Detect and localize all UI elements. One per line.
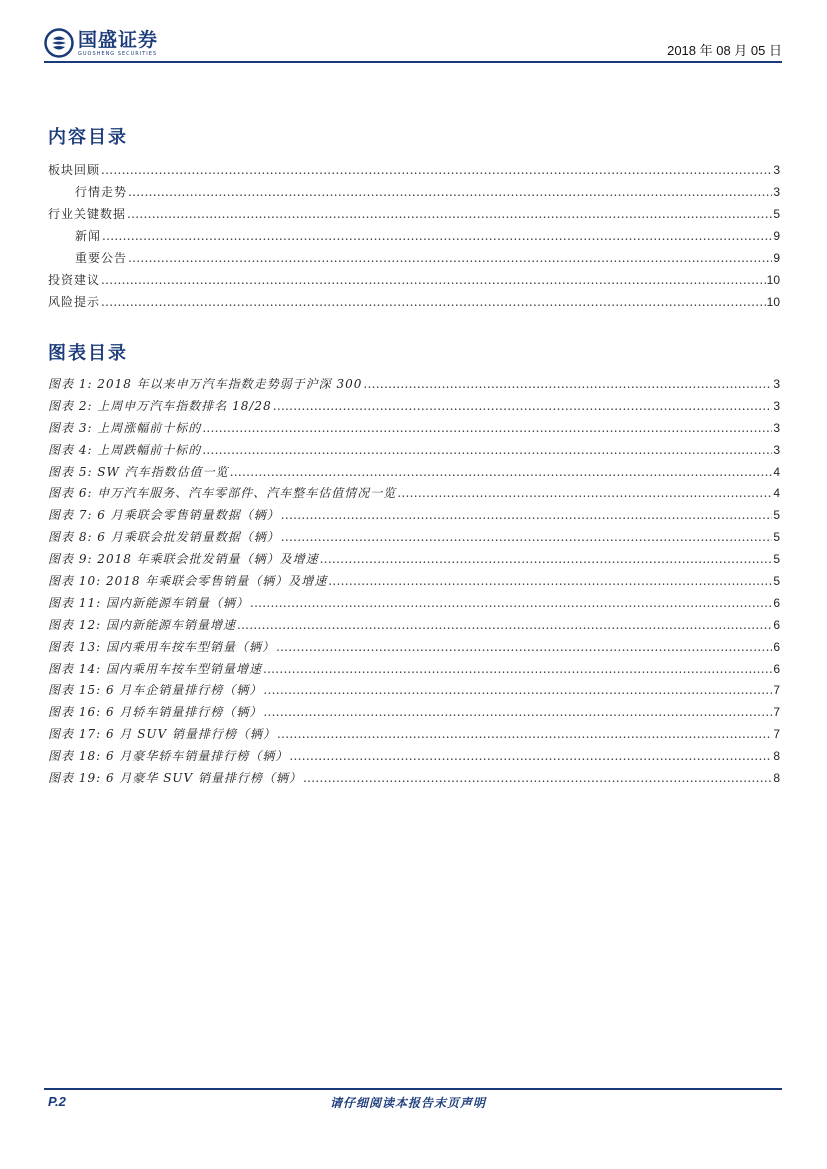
dot-leader — [303, 768, 772, 790]
figures-list — [48, 374, 780, 790]
dot-leader — [273, 396, 773, 418]
figure-entry-page: 5 — [773, 508, 780, 523]
figure-entry-label: 图表 2: 上周申万汽车指数排名 18/28 — [48, 398, 272, 413]
dot-leader — [263, 702, 772, 724]
contents-title: 内容目录 — [48, 127, 128, 148]
figure-entry[interactable] — [48, 483, 780, 505]
dot-leader — [202, 418, 772, 440]
figure-entry[interactable] — [48, 746, 780, 768]
figure-entry[interactable] — [48, 571, 780, 593]
company-name-en: GUOSHENG SECURITIES — [78, 50, 158, 57]
toc-entry[interactable] — [48, 181, 780, 203]
report-date: 2018 年 08 月 05 日 — [667, 43, 782, 58]
figure-entry-page: 3 — [773, 420, 780, 435]
figure-entry-page: 7 — [773, 727, 780, 742]
figure-entry[interactable] — [48, 396, 780, 418]
dot-leader — [101, 159, 772, 181]
figure-entry-label: 图表 12: 国内新能源车销量增速 — [48, 617, 236, 632]
figure-entry[interactable] — [48, 505, 780, 527]
toc-entry-label: 板块回顾 — [48, 163, 101, 177]
figure-entry-label: 图表 6: 申万汽车服务、汽车零部件、汽车整车估值情况一览 — [48, 486, 397, 501]
page-number: P.2 — [48, 1094, 66, 1109]
toc-entry-page: 10 — [766, 273, 780, 287]
page-header — [44, 24, 782, 62]
toc-entry[interactable] — [48, 291, 780, 313]
figure-entry-label: 图表 10: 2018 年乘联会零售销量（辆）及增速 — [48, 574, 328, 589]
footer-divider — [44, 1088, 782, 1090]
dot-leader — [363, 374, 772, 396]
figure-entry-page: 5 — [773, 530, 780, 545]
company-logo-icon — [44, 28, 74, 58]
company-name-cn: 国盛证券 — [78, 28, 159, 51]
figure-entry-page: 6 — [773, 639, 780, 654]
dot-leader — [250, 593, 772, 615]
toc-entry-label: 投资建议 — [48, 273, 101, 287]
dot-leader — [263, 659, 772, 681]
figure-entry[interactable] — [48, 374, 780, 396]
figure-entry[interactable] — [48, 615, 780, 637]
dot-leader — [230, 462, 773, 484]
figure-entry-page: 3 — [773, 398, 780, 413]
figure-entry-page: 4 — [773, 464, 780, 479]
dot-leader — [281, 505, 773, 527]
figure-entry-page: 7 — [773, 705, 780, 720]
figure-entry-label: 图表 1: 2018 年以来申万汽车指数走势弱于沪深 300 — [48, 377, 363, 391]
figure-entry[interactable] — [48, 418, 780, 440]
dot-leader — [281, 527, 773, 549]
toc-entry-page: 9 — [773, 229, 780, 243]
dot-leader — [127, 203, 772, 225]
toc-entry-page: 10 — [766, 295, 780, 309]
figure-entry-page: 6 — [773, 617, 780, 632]
figure-entry[interactable] — [48, 462, 780, 484]
toc-entry-label: 重要公告 — [75, 251, 128, 265]
figure-entry[interactable] — [48, 593, 780, 615]
header-divider — [44, 61, 782, 63]
figure-entry-label: 图表 13: 国内乘用车按车型销量（辆） — [48, 639, 275, 654]
figure-entry-label: 图表 18: 6 月豪华轿车销量排行榜（辆） — [48, 749, 289, 764]
toc-entry-page: 9 — [773, 251, 780, 265]
toc-entry-page: 3 — [773, 185, 780, 199]
contents-list — [48, 159, 780, 313]
figure-entry-page: 3 — [773, 442, 780, 457]
figure-entry[interactable] — [48, 702, 780, 724]
dot-leader — [397, 483, 772, 505]
figure-entry[interactable] — [48, 768, 780, 790]
dot-leader — [101, 291, 766, 313]
figure-entry-label: 图表 4: 上周跌幅前十标的 — [48, 442, 202, 457]
figure-entry-label: 图表 5: SW 汽车指数估值一览 — [48, 464, 229, 479]
figure-entry-label: 图表 8: 6 月乘联会批发销量数据（辆） — [48, 530, 280, 545]
toc-entry-label: 风险提示 — [48, 295, 101, 309]
figure-entry-page: 7 — [773, 683, 780, 698]
dot-leader — [328, 571, 772, 593]
figure-entry-page: 8 — [773, 771, 780, 786]
figure-entry-label: 图表 15: 6 月车企销量排行榜（辆） — [48, 683, 263, 698]
figure-entry-label: 图表 7: 6 月乘联会零售销量数据（辆） — [48, 508, 280, 523]
toc-entry[interactable] — [48, 159, 780, 181]
figure-entry-label: 图表 9: 2018 年乘联会批发销量（辆）及增速 — [48, 552, 319, 567]
figures-title: 图表目录 — [48, 343, 128, 364]
figure-entry[interactable] — [48, 659, 780, 681]
figure-entry-page: 4 — [773, 486, 780, 501]
dot-leader — [128, 181, 772, 203]
dot-leader — [128, 247, 772, 269]
toc-entry[interactable] — [48, 225, 780, 247]
figure-entry-label: 图表 11: 国内新能源车销量（辆） — [48, 595, 249, 610]
toc-entry[interactable] — [48, 269, 780, 291]
dot-leader — [237, 615, 772, 637]
dot-leader — [320, 549, 773, 571]
dot-leader — [101, 269, 766, 291]
figure-entry-label: 图表 16: 6 月轿车销量排行榜（辆） — [48, 705, 263, 720]
figure-entry-page: 5 — [773, 574, 780, 589]
figure-entry-label: 图表 3: 上周涨幅前十标的 — [48, 420, 202, 435]
toc-entry-page: 3 — [773, 163, 780, 177]
toc-entry[interactable] — [48, 247, 780, 269]
toc-entry-page: 5 — [773, 207, 780, 221]
dot-leader — [289, 746, 772, 768]
figure-entry-label: 图表 17: 6 月 SUV 销量排行榜（辆） — [48, 727, 277, 742]
figure-entry-page: 8 — [773, 749, 780, 764]
dot-leader — [202, 440, 772, 462]
dot-leader — [263, 680, 772, 702]
figure-entry-label: 图表 19: 6 月豪华 SUV 销量排行榜（辆） — [48, 771, 303, 786]
figure-entry[interactable] — [48, 549, 780, 571]
company-logo — [44, 24, 158, 62]
figure-entry[interactable] — [48, 440, 780, 462]
figure-entry[interactable] — [48, 680, 780, 702]
toc-entry-label: 新闻 — [75, 229, 102, 243]
dot-leader — [276, 637, 772, 659]
figure-entry[interactable] — [48, 637, 780, 659]
figure-entry-label: 图表 14: 国内乘用车按车型销量增速 — [48, 661, 262, 676]
figure-entry-page: 6 — [773, 595, 780, 610]
toc-entry-label: 行情走势 — [75, 185, 128, 199]
figure-entry-page: 5 — [773, 552, 780, 567]
dot-leader — [277, 724, 772, 746]
toc-entry-label: 行业关键数据 — [48, 207, 127, 221]
figure-entry[interactable] — [48, 724, 780, 746]
figure-entry[interactable] — [48, 527, 780, 549]
figure-entry-page: 3 — [773, 377, 780, 391]
disclaimer-note: 请仔细阅读本报告末页声明 — [330, 1096, 487, 1110]
toc-entry[interactable] — [48, 203, 780, 225]
figure-entry-page: 6 — [773, 661, 780, 676]
dot-leader — [102, 225, 772, 247]
